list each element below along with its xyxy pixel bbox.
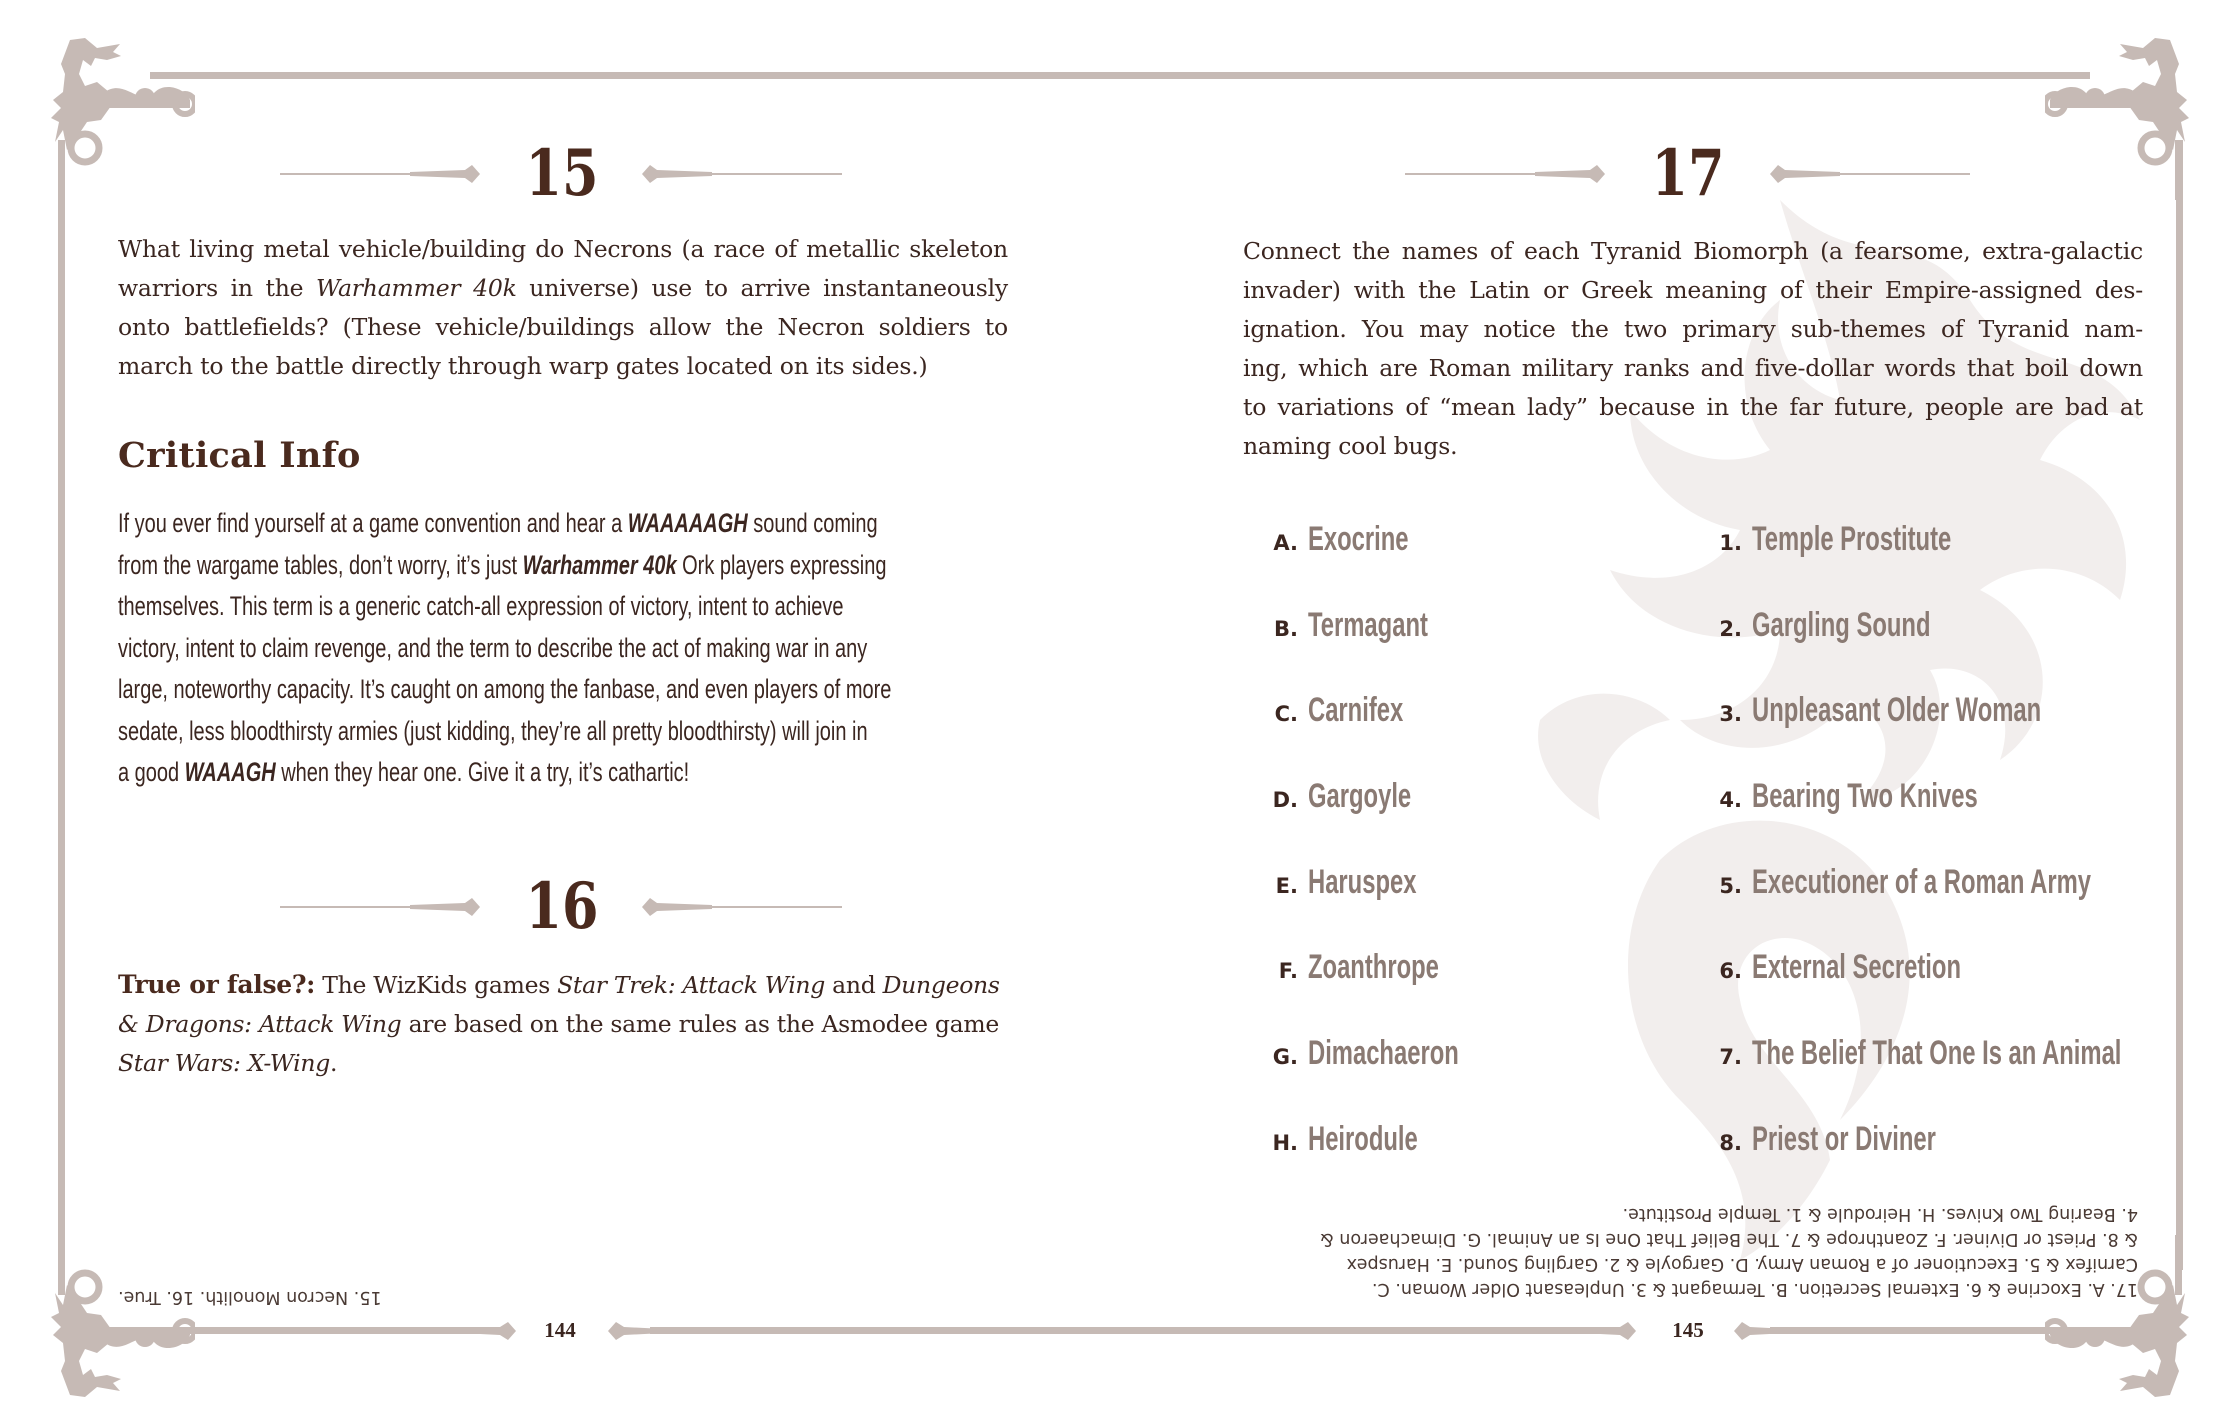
- border-bottom-right: [1770, 1327, 2090, 1334]
- answer-line: 4. Bearing Two Knives. H. Heirodule & 1. Temple Prostitute.: [1622, 1204, 2138, 1224]
- biomorph-item: E. Haruspex: [1275, 863, 1417, 901]
- divider-ornament-left: [280, 897, 490, 917]
- page-number-ornament-left: [1580, 1321, 1640, 1341]
- critical-info-line: sedate, less bloodthirsty armies (just kidding, they’re all pretty bloodthirsty) will join in: [118, 716, 868, 746]
- biomorph-item: H. Heirodule: [1272, 1120, 1418, 1158]
- border-top: [150, 72, 2090, 79]
- border-bottom-left: [150, 1327, 510, 1334]
- answer-key-upside-down: 15. Necron Monolith. 16. True.: [118, 1287, 382, 1307]
- text-line: Connect the names of each Tyranid Biomorph (a fearsome, extra-galactic: [1243, 237, 2143, 265]
- question-number: 16: [525, 869, 599, 944]
- meaning-item: 8. Priest or Diviner: [1719, 1120, 1936, 1158]
- text-line: ing, which are Roman military ranks and five-dollar words that boil down: [1243, 354, 2143, 382]
- meaning-item: 3. Unpleasant Older Woman: [1719, 691, 2042, 729]
- biomorph-item: B. Termagant: [1274, 606, 1428, 644]
- answer-line: 17. A. Exocrine & 6. External Secretion. B. Termagant & 3. Unpleasant Older Woman. C.: [1371, 1279, 2138, 1299]
- border-bottom-center: [650, 1327, 1630, 1334]
- meaning-item: 4. Bearing Two Knives: [1719, 777, 1978, 815]
- meaning-item: 5. Executioner of a Roman Army: [1719, 863, 2092, 901]
- text-line: naming cool bugs.: [1243, 432, 1458, 460]
- page-number: 144: [544, 1318, 576, 1342]
- biomorph-item: F. Zoanthrope: [1278, 948, 1439, 986]
- biomorph-item: A. Exocrine: [1273, 520, 1409, 558]
- meaning-item: 2. Gargling Sound: [1719, 606, 1931, 644]
- question-number: 15: [525, 136, 599, 211]
- biomorph-item: D. Gargoyle: [1272, 777, 1412, 815]
- question-16-text: True or false?: The WizKids games Star Trek: Attack Wing and Dungeons & Dragons: Attack Wing are based on the same rules as the Asmodee game Star Wars: X-Wing.: [118, 970, 1000, 1077]
- answer-key-upside-down: [1243, 1195, 2138, 1301]
- meaning-item: 1. Temple Prostitute: [1719, 520, 1952, 558]
- text-line: ignation. You may notice the two primary sub-themes of Tyranid nam-: [1243, 315, 2143, 343]
- critical-info-heading: Critical Info: [118, 435, 361, 476]
- dragon-corner-ornament-top-left: [25, 30, 195, 200]
- dragon-corner-ornament-bottom-left: [25, 1235, 195, 1405]
- divider-ornament-right: [1760, 164, 1970, 184]
- page-number: 145: [1672, 1318, 1704, 1342]
- page-number-ornament-left: [460, 1321, 520, 1341]
- question-number: 17: [1651, 136, 1725, 211]
- divider-ornament-right: [632, 897, 842, 917]
- page-number-ornament-right: [1730, 1321, 1790, 1341]
- divider-ornament-right: [632, 164, 842, 184]
- critical-info-line: a good WAAAGH when they hear one. Give it a try, it’s cathartic!: [118, 757, 690, 787]
- biomorph-item: G. Dimachaeron: [1272, 1034, 1459, 1072]
- question-15-text: What living metal vehicle/building do Necrons (a race of metallic skeleton warriors in the Warhammer 40k universe) use to arrive instantaneously onto battlefields? (These vehicle/buildings allow the Necron soldiers to march to the battle directly through warp gates located on its sides.): [118, 235, 1008, 380]
- meaning-item: 7. The Belief That One Is an Animal: [1719, 1034, 2122, 1072]
- answer-line: & 8. Priest or Diviner. F. Zoanthrope & 7. The Belief That One Is an Animal. G. Dimachaeron &: [1320, 1229, 2138, 1249]
- text-line: invader) with the Latin or Greek meaning of their Empire-assigned des-: [1243, 276, 2143, 304]
- meaning-item: 6. External Secretion: [1719, 948, 1961, 986]
- divider-ornament-left: [1405, 164, 1615, 184]
- critical-info-line: victory, intent to claim revenge, and the term to describe the act of making war in any: [118, 633, 868, 663]
- answer-line: Carnifex & 5. Executioner of a Roman Army. D. Gargoyle & 2. Gargling Sound. E. Haruspex: [1346, 1254, 2138, 1274]
- text-line: to variations of “mean lady” because in the far future, people are bad at: [1243, 393, 2143, 421]
- critical-info-line: large, noteworthy capacity. It’s caught on among the fanbase, and even players of more: [118, 674, 892, 704]
- critical-info-line: from the wargame tables, don’t worry, it’s just Warhammer 40k Ork players expressing: [118, 550, 887, 580]
- critical-info-line: If you ever find yourself at a game convention and hear a WAAAAAGH sound coming: [118, 508, 878, 538]
- page-number-ornament-right: [604, 1321, 664, 1341]
- critical-info-line: themselves. This term is a generic catch-all expression of victory, intent to achieve: [118, 591, 844, 621]
- border-left: [58, 140, 65, 1270]
- border-right: [2176, 140, 2183, 1270]
- divider-ornament-left: [280, 164, 490, 184]
- biomorph-item: C. Carnifex: [1274, 691, 1404, 729]
